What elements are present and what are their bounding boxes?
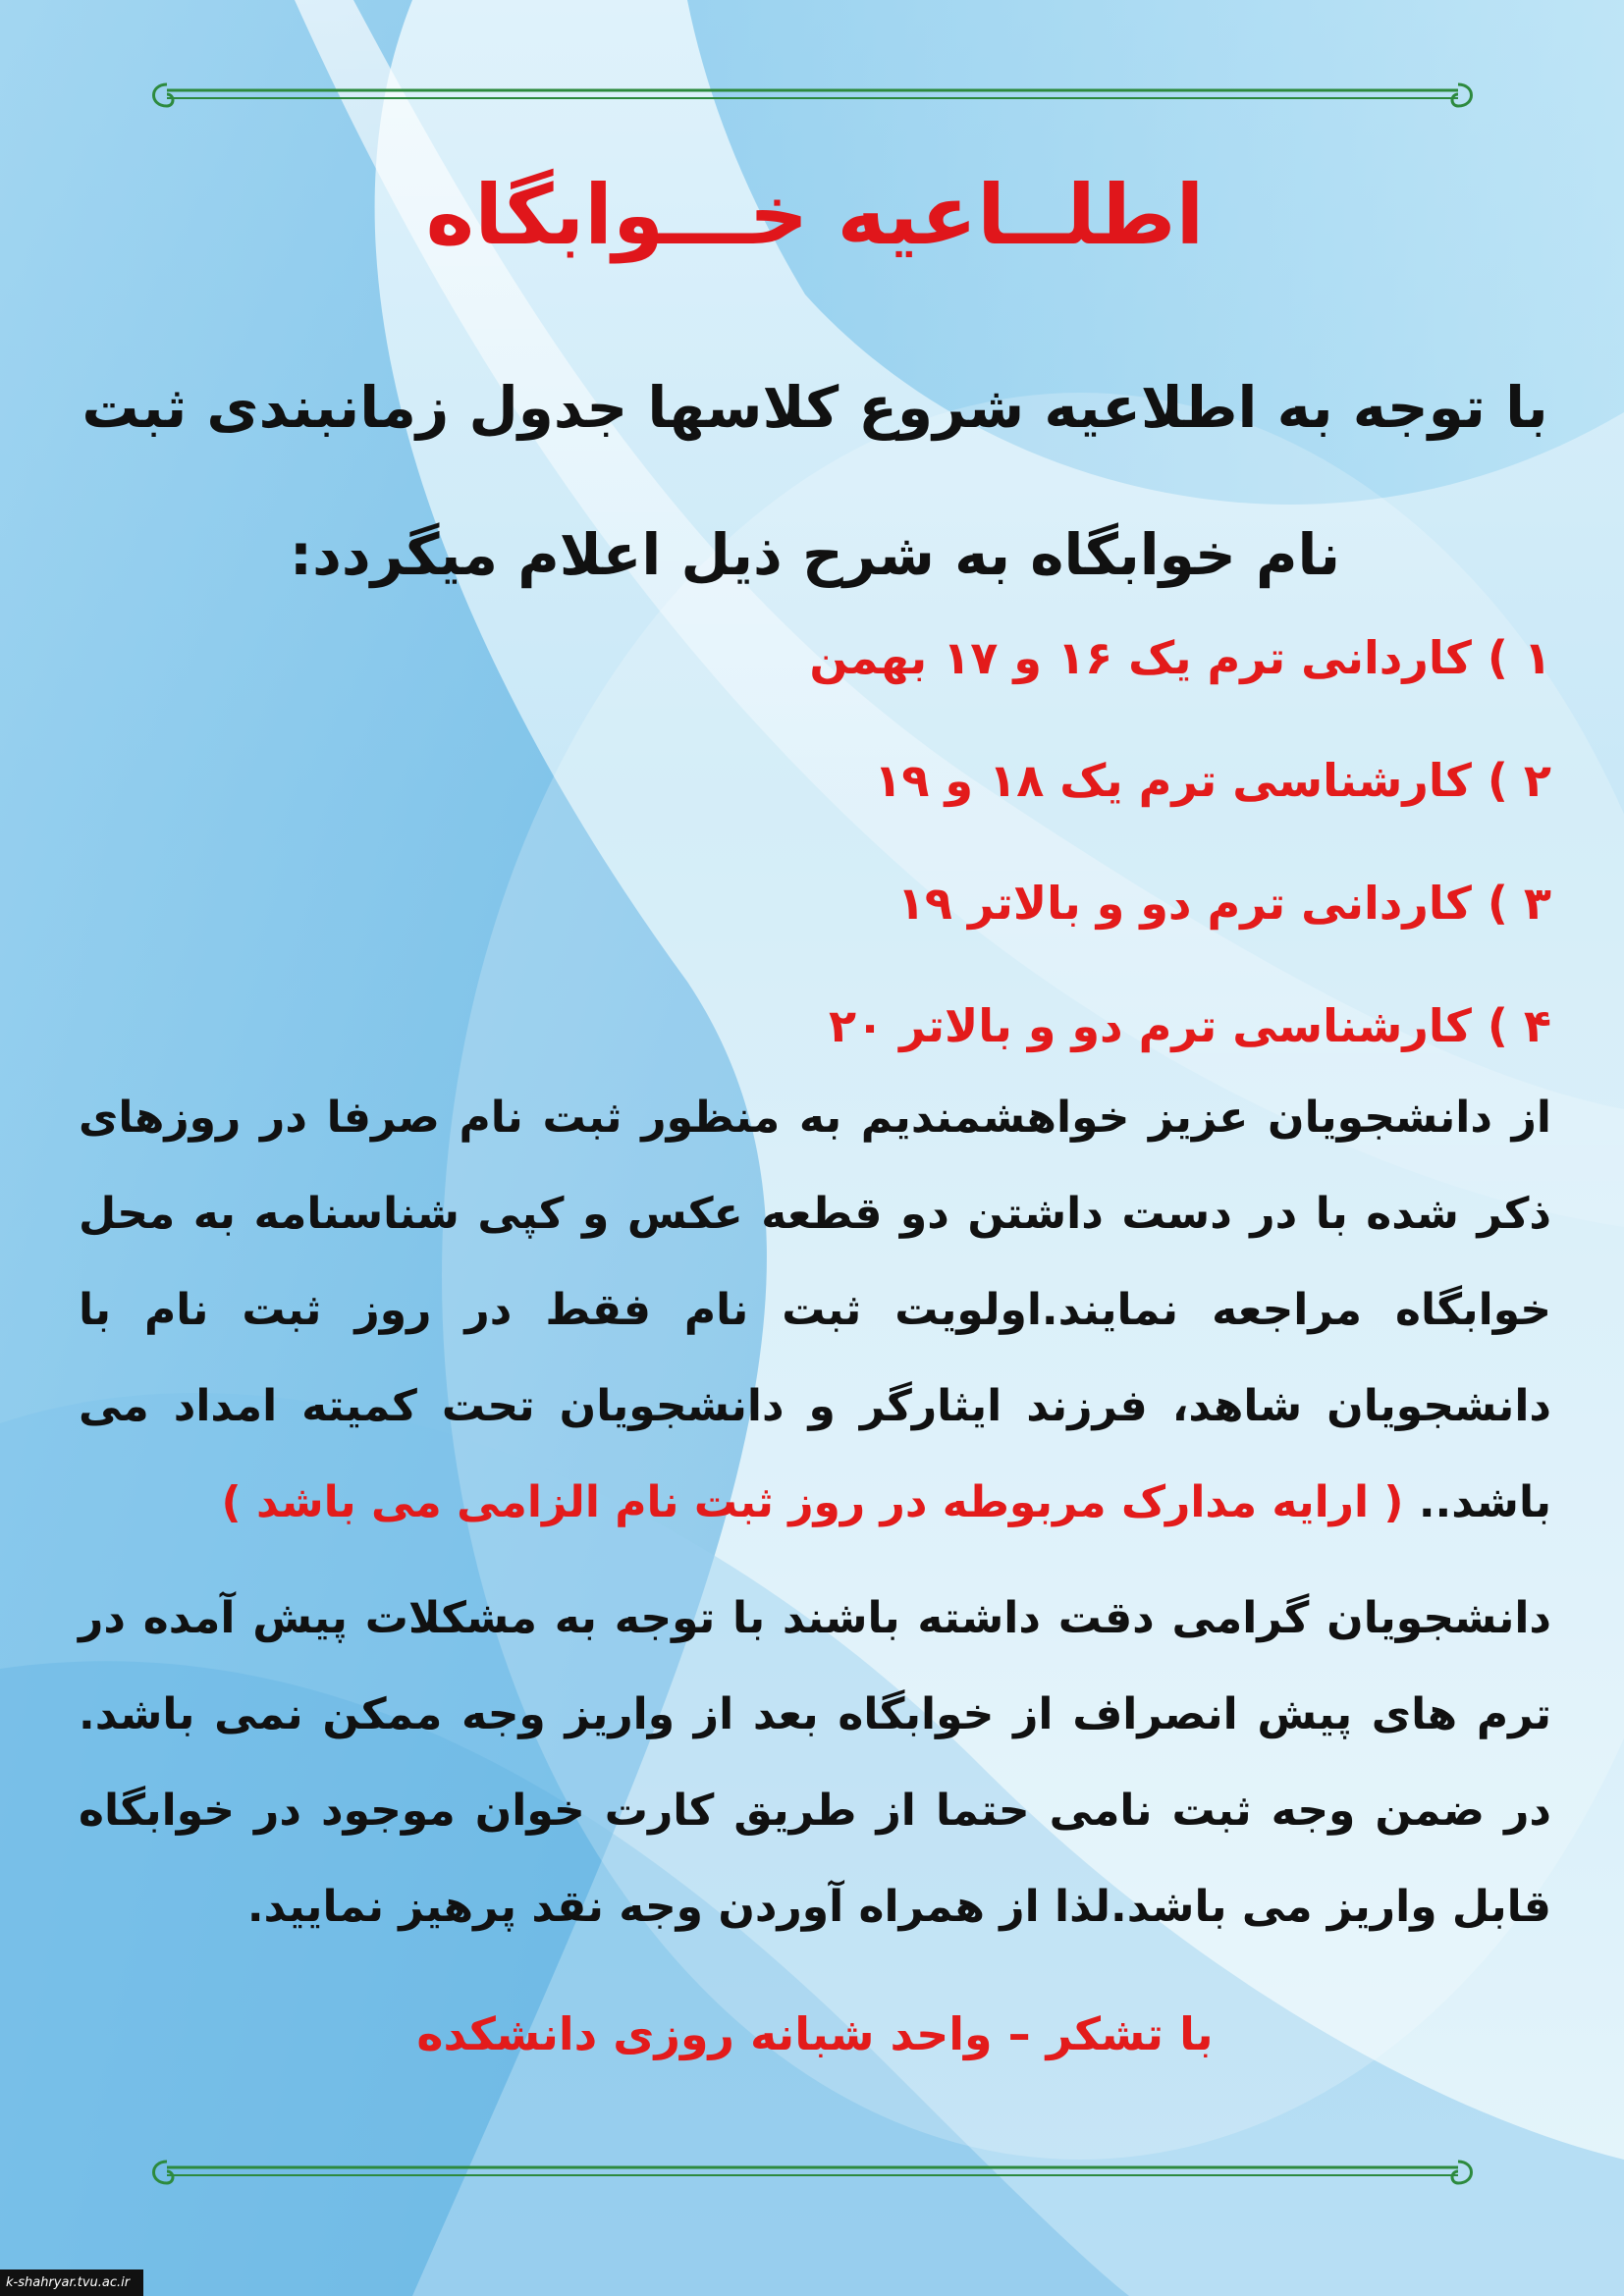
frame-top-line <box>147 80 1478 110</box>
schedule-item: ۴ ) کارشناسی ترم دو و بالاتر ۲۰ <box>828 999 1551 1052</box>
schedule-item: ۳ ) کاردانی ترم دو و بالاتر ۱۹ <box>896 877 1551 930</box>
documents-note: ( ارایه مدارک مربوطه در روز ثبت نام الزامی می باشد ) <box>221 1477 1419 1527</box>
registration-text: از دانشجویان عزیز خواهشمندیم به منظور ثبت نام صرفا در روزهای ذکر شده با در دست داشتن دو قطعه عکس و کپی شناسنامه به محل خوابگاه مراجعه نمایند.اولویت ثبت نام فقط در روز ثبت نام با دانشجویان شاهد، فرزند ایثارگر و دانشجویان تحت کمیته امداد می باشد.. <box>79 1093 1551 1527</box>
schedule-item: ۲ ) کارشناسی ترم یک ۱۸ و ۱۹ <box>874 754 1551 807</box>
closing-signature: با تشکر – واحد شبانه روزی دانشکده <box>416 2007 1214 2060</box>
notice-title: اطلــاعیه خـــوابگاه <box>425 167 1205 263</box>
payment-paragraph: دانشجویان گرامی دقت داشته باشند با توجه به مشکلات پیش آمده در ترم های پیش انصراف از خوابگاه بعد از واریز وجه ممکن نمی باشد. در ضمن وجه ثبت نامی حتما از طریق کارت خوان موجود در خوابگاه قابل واریز می باشد.لذا از همراه آوردن وجه نقد پرهیز نمایید. <box>79 1593 1551 1932</box>
intro-text: با توجه به اطلاعیه شروع کلاسها جدول زمانبندی ثبت نام خوابگاه به شرح ذیل اعلام میگردد: <box>81 374 1548 588</box>
frame-bottom-line <box>147 2158 1478 2187</box>
website-watermark: k-shahryar.tvu.ac.ir <box>0 2269 143 2296</box>
registration-paragraph <box>79 1070 1551 1551</box>
schedule-item: ۱ ) کاردانی ترم یک ۱۶ و ۱۷ بهمن <box>809 631 1551 684</box>
schedule-list <box>79 614 1551 1104</box>
